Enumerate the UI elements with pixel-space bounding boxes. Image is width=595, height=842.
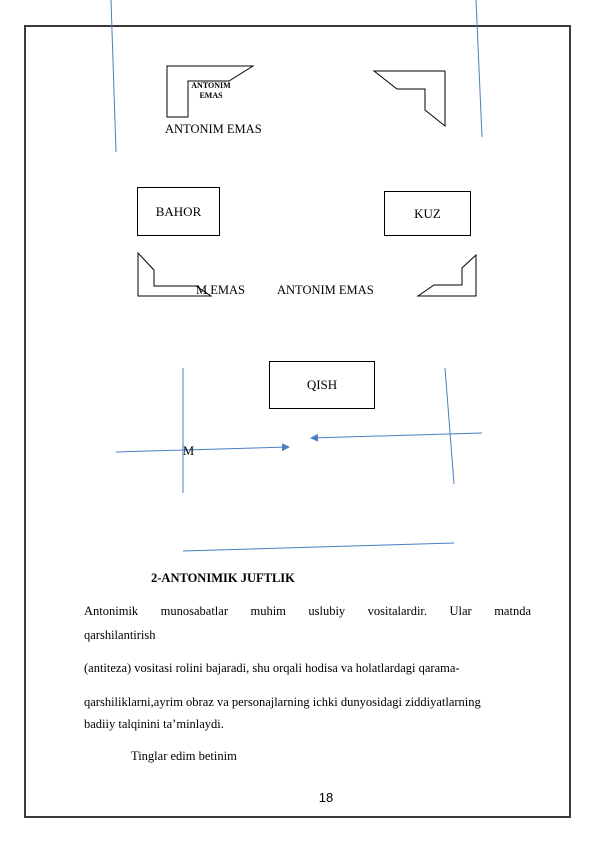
page-number: 18 (318, 790, 334, 805)
line-top-right-vertical (476, 0, 482, 137)
box-qish (269, 361, 375, 409)
section-heading: 2-ANTONIMIK JUFTLIK (151, 571, 295, 585)
line-mid-right-vertical (445, 368, 454, 484)
top-relation-label: ANTONIM EMAS (165, 122, 262, 136)
line-top-left-vertical (111, 0, 116, 152)
callout-shape-mid-right (418, 255, 476, 296)
arrow-left-horizontal (116, 447, 289, 452)
mid-relation-label-left: M EMAS (196, 283, 245, 297)
para1-line1: Antonimik munosabatlar muhim uslubiy vositalardir. Ular matnda (84, 604, 531, 618)
poem-line: Tinglar edim betinim (131, 749, 237, 763)
box-bahor-label: BAHOR (155, 203, 202, 219)
box-kuz (384, 191, 471, 236)
para1-line2: qarshilantirish (84, 628, 156, 642)
line-bottom-horizontal (183, 543, 454, 551)
callout-shape-top-right (374, 71, 445, 126)
para3-line2: badiiy talqinini ta’minlaydi. (84, 717, 224, 731)
para2: (antiteza) vositasi rolini bajaradi, shu orqali hodisa va holatlardagi qarama- (84, 661, 460, 675)
box-qish-label: QISH (306, 377, 338, 392)
top-callout-label: ANTONIM EMAS (191, 81, 231, 100)
arrow-right-horizontal (311, 433, 482, 438)
mid-relation-label-right: ANTONIM EMAS (277, 283, 374, 297)
box-kuz-label: KUZ (414, 205, 441, 221)
para3-line1: qarshiliklarni,ayrim obraz va personajlarning ichki dunyosidagi ziddiyatlarning (84, 695, 481, 709)
letter-m: M (183, 444, 195, 458)
box-bahor (137, 187, 220, 236)
